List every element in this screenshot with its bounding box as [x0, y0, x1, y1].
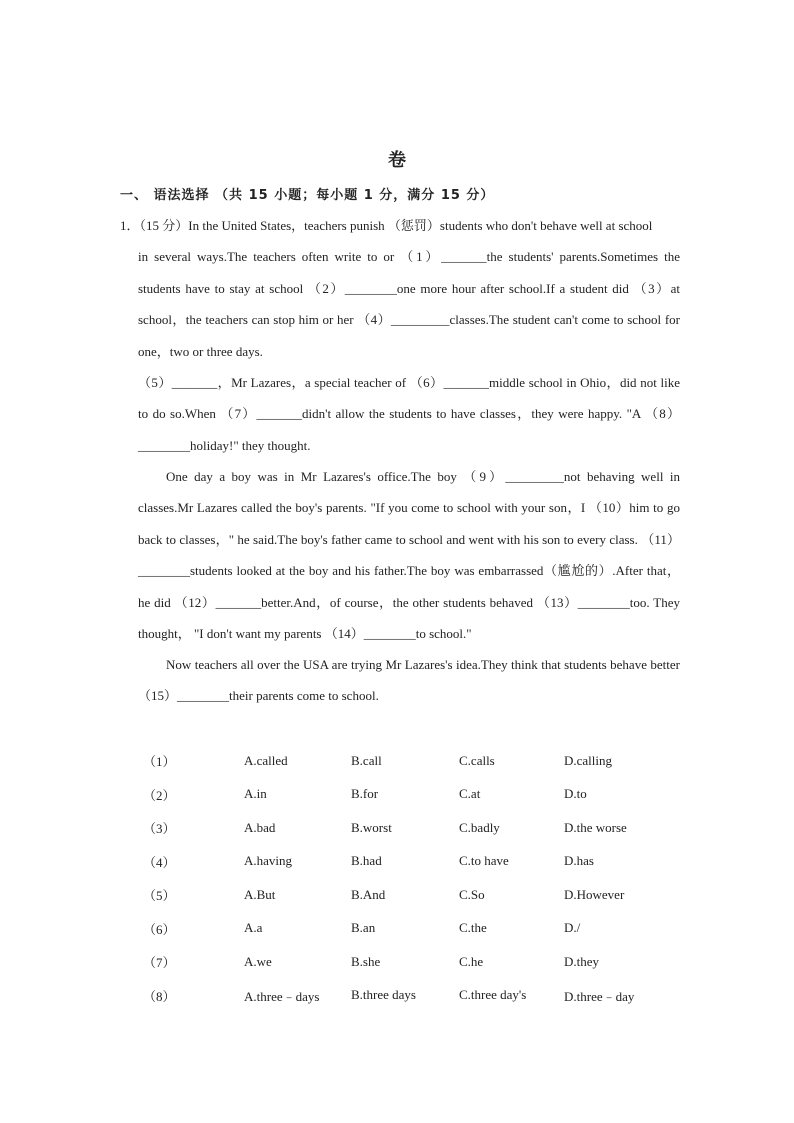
question-number-label: （7）: [143, 955, 176, 971]
section-heading: 一、 语法选择 （共 15 小题；每小题 1 分，满分 15 分）: [120, 188, 495, 203]
page-title: 卷: [388, 150, 406, 171]
option-b: B.she: [351, 953, 381, 969]
option-d: D./: [564, 920, 581, 936]
option-c: C.the: [459, 920, 487, 936]
option-d: D.has: [564, 853, 594, 869]
passage-paragraph-1-continued: in several ways.The teachers often write to or （1）_______the students' parents.Sometimes the students have to stay at school （2）________one more hour after school.If a student did （3）at school，the teachers can stop him or her （4）_________classes.The student can't come to school for one，two or three days.: [138, 249, 680, 359]
option-row: [143, 979, 664, 1013]
passage-paragraph-4: Now teachers all over the USA are trying Mr Lazares's idea.They think that students behave better （15）________their parents come to school.: [138, 657, 680, 704]
question-number: 1．（15 分）: [120, 218, 189, 233]
option-d: D.calling: [564, 752, 613, 768]
option-d: D.to: [564, 786, 587, 802]
option-b: B.had: [351, 853, 382, 869]
option-c: C.to have: [459, 853, 509, 869]
option-a: A.we: [244, 953, 272, 969]
passage-paragraph-1: [120, 210, 680, 367]
option-c: C.badly: [459, 819, 500, 835]
option-row: [143, 744, 664, 778]
option-b: B.three days: [351, 987, 416, 1003]
option-b: B.call: [351, 752, 382, 768]
question-number-label: （8）: [143, 988, 176, 1004]
question-number-label: （5）: [143, 888, 176, 904]
option-d: D.they: [564, 953, 600, 969]
option-b: B.for: [351, 786, 379, 802]
options-table: [143, 744, 664, 1012]
option-a: A.bad: [244, 819, 276, 835]
option-row: [143, 945, 664, 979]
option-a: A.But: [244, 886, 276, 902]
passage-paragraph-2: （5）_______，Mr Lazares，a special teacher of （6）_______middle school in Ohio，did not like to do so.When （7）_______didn't allow the students to have classes，they were happy. "A （8）________holiday!" they thought.: [138, 375, 680, 453]
option-c: C.calls: [459, 752, 495, 768]
option-row: [143, 811, 664, 845]
passage-line-1: In the United States，teachers punish （惩罚）students who don't behave well at school: [188, 218, 653, 233]
option-row: [143, 912, 664, 946]
option-c: C.he: [459, 953, 484, 969]
option-row: [143, 845, 664, 879]
option-a: A.called: [244, 752, 288, 768]
option-d: D.the worse: [564, 819, 627, 835]
question-number-label: （2）: [143, 787, 176, 803]
option-b: B.an: [351, 920, 376, 936]
option-c: C.So: [459, 886, 485, 902]
option-a: A.in: [244, 786, 267, 802]
question-number-label: （1）: [143, 754, 176, 770]
option-a: A.having: [244, 853, 293, 869]
option-c: C.at: [459, 786, 481, 802]
question-number-label: （4）: [143, 854, 176, 870]
option-row: [143, 878, 664, 912]
passage-paragraph-3: One day a boy was in Mr Lazares's office.The boy （9）_________not behaving well in classes.Mr Lazares called the boy's parents. "If you come to school with your son，I （10）him to go back to classes，" he said.The boy's father came to school and went with his son to every class. （11）________students looked at the boy and his father.The boy was embarrassed（尴尬的）.After that，he did （12）_______better.And，of course，the other students behaved （13）________too. They thought， "I don't want my parents （14）________to school.": [138, 469, 680, 642]
option-row: [143, 778, 664, 812]
option-b: B.worst: [351, 819, 392, 835]
option-a: A.three﹣days: [244, 988, 320, 1004]
option-d: D.three﹣day: [564, 988, 635, 1004]
option-a: A.a: [244, 920, 263, 936]
question-number-label: （3）: [143, 821, 176, 837]
option-c: C.three day's: [459, 987, 527, 1003]
option-b: B.And: [351, 886, 386, 902]
option-d: D.However: [564, 886, 625, 902]
question-number-label: （6）: [143, 921, 176, 937]
